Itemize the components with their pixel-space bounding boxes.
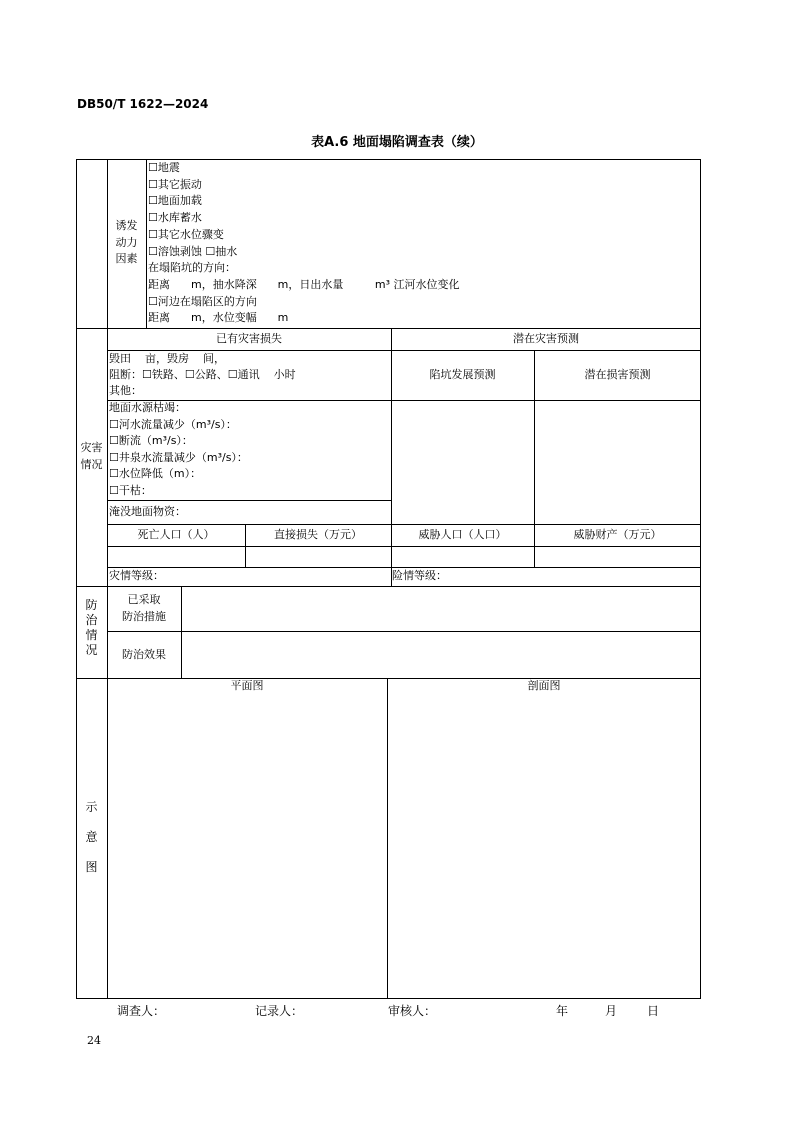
- water-line: ☐井泉水流量减少（m³/s）：: [109, 450, 248, 464]
- sketch-label: 示 意 图: [85, 800, 98, 874]
- page-number: 24: [87, 1034, 101, 1047]
- recorder-label: 记录人：: [255, 1004, 304, 1018]
- potential-forecast-header: 潜在灾害预测: [513, 332, 579, 345]
- month-label: 月: [605, 1004, 618, 1018]
- threat-population-header: 威胁人口（人口）: [418, 528, 507, 541]
- day-label: 日: [647, 1004, 660, 1018]
- table-title: 表A.6 地面塌陷调查表（续）: [311, 135, 483, 150]
- flooded-materials-label: 淹没地面物资：: [109, 505, 186, 518]
- section-view-header: 剖面图: [527, 679, 561, 692]
- loss-line: 毁田 亩，毁房 间，: [109, 352, 225, 365]
- direct-loss-header: 直接损失（万元）: [274, 528, 362, 541]
- deaths-header: 死亡人口（人）: [137, 528, 215, 541]
- threat-property-header: 威胁财产（万元）: [573, 528, 662, 541]
- plan-view-header: 平面图: [230, 679, 264, 692]
- prevention-label: 防 治 情 况: [85, 598, 98, 657]
- investigator-label: 调查人：: [117, 1004, 166, 1018]
- trigger-line: ☐溶蚀剥蚀 ☐抽水: [148, 244, 238, 258]
- trigger-line: 在塌陷坑的方向：: [148, 261, 236, 275]
- loss-line: 阻断：☐铁路、☐公路、☐通讯 小时: [109, 368, 296, 381]
- trigger-line: 距离 m，抽水降深 m，日出水量 m³ 江河水位变化: [148, 277, 460, 291]
- water-line: ☐干枯：: [109, 483, 152, 497]
- year-label: 年: [556, 1004, 569, 1018]
- existing-loss-header: 已有灾害损失: [216, 332, 282, 345]
- water-line: ☐断流（m³/s）：: [109, 434, 193, 447]
- disaster-level-label: 灾情等级：: [109, 569, 164, 582]
- trigger-factor-label: 诱发 动力 因素: [115, 219, 138, 266]
- trigger-line: ☐水库蓄水: [148, 211, 202, 225]
- danger-level-label: 险情等级：: [392, 569, 447, 582]
- effect-label: 防治效果: [122, 648, 166, 661]
- trigger-line: 距离 m，水位变幅 m: [148, 311, 289, 325]
- trigger-line: ☐其它振动: [148, 177, 202, 191]
- trigger-line: ☐河边在塌陷区的方向: [148, 294, 257, 308]
- water-line: ☐水位降低（m）：: [109, 467, 202, 480]
- loss-line: 其他：: [109, 384, 142, 397]
- trigger-line: ☐地震: [148, 161, 180, 174]
- measures-label: 已采取 防治措施: [122, 593, 166, 623]
- reviewer-label: 审核人：: [388, 1004, 437, 1018]
- water-line: ☐河水流量减少（m³/s）：: [109, 417, 237, 431]
- trigger-line: ☐地面加载: [148, 194, 202, 208]
- damage-forecast-header: 潜在损害预测: [584, 368, 651, 381]
- pit-forecast-header: 陷坑发展预测: [429, 368, 496, 381]
- document-code: DB50/T 1622—2024: [77, 97, 209, 111]
- disaster-situation-label: 灾害 情况: [80, 441, 103, 471]
- trigger-line: ☐其它水位骤变: [148, 227, 224, 241]
- water-line: 地面水源枯竭：: [109, 401, 186, 414]
